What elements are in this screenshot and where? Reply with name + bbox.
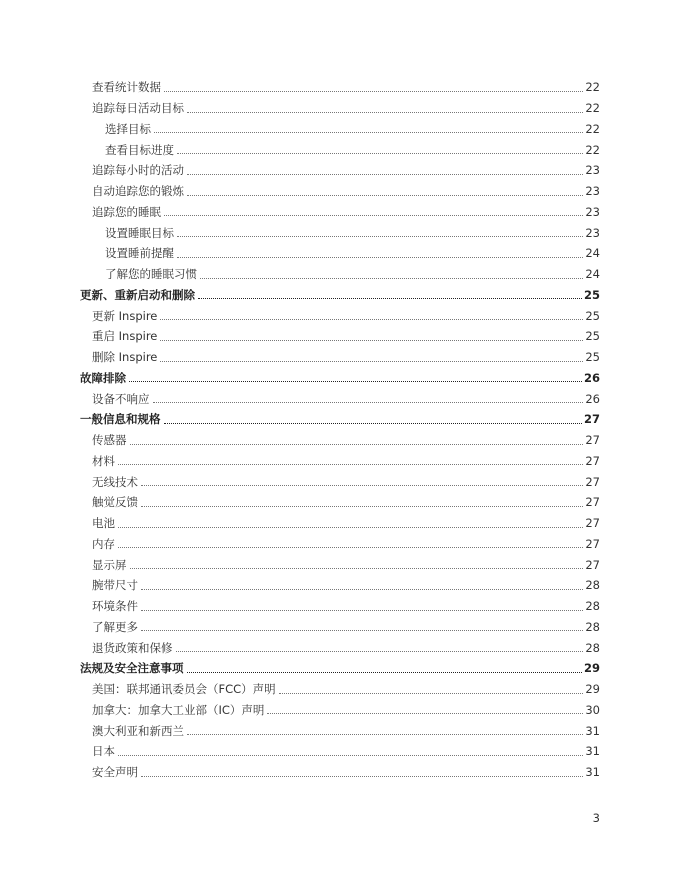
- toc-entry[interactable]: [80, 264, 600, 285]
- toc-entry[interactable]: [80, 181, 600, 202]
- toc-entry[interactable]: [80, 554, 600, 575]
- toc-entry-page: 29: [583, 661, 600, 676]
- toc-entry-title: 美国：联邦通讯委员会（FCC）声明: [92, 682, 276, 697]
- toc-entry-title: 更新 Inspire: [92, 308, 158, 323]
- toc-entry-page: 25: [585, 350, 600, 365]
- dot-leader: [200, 278, 583, 279]
- dot-leader: [129, 381, 582, 382]
- toc-entry-page: 31: [585, 723, 600, 738]
- dot-leader: [141, 506, 583, 507]
- toc-entry-page: 27: [585, 453, 600, 468]
- toc-entry-title: 设备不响应: [92, 391, 150, 406]
- toc-entry-page: 22: [585, 101, 600, 116]
- toc-entry[interactable]: [80, 637, 600, 658]
- dot-leader: [164, 91, 583, 92]
- toc-entry-title: 选择目标: [105, 121, 151, 136]
- toc-entry[interactable]: [80, 762, 600, 783]
- toc-entry-title: 追踪每日活动目标: [92, 101, 184, 116]
- toc-entry-page: 27: [585, 433, 600, 448]
- toc-section-entry[interactable]: [80, 658, 600, 679]
- dot-leader: [130, 568, 584, 569]
- toc-entry-page: 28: [585, 599, 600, 614]
- toc-entry[interactable]: [80, 305, 600, 326]
- toc-entry[interactable]: [80, 700, 600, 721]
- dot-leader: [141, 630, 583, 631]
- dot-leader: [141, 776, 583, 777]
- toc-entry-page: 23: [585, 163, 600, 178]
- dot-leader: [130, 444, 584, 445]
- toc-entry-page: 23: [585, 225, 600, 240]
- toc-entry-page: 27: [585, 516, 600, 531]
- dot-leader: [187, 112, 583, 113]
- toc-entry-title: 重启 Inspire: [92, 329, 158, 344]
- toc-entry-title: 内存: [92, 536, 115, 551]
- toc-entry-page: 26: [583, 370, 600, 385]
- dot-leader: [177, 236, 583, 237]
- toc-entry[interactable]: [80, 243, 600, 264]
- toc-entry-page: 23: [585, 204, 600, 219]
- dot-leader: [187, 174, 583, 175]
- dot-leader: [118, 527, 583, 528]
- dot-leader: [177, 153, 583, 154]
- dot-leader: [154, 132, 583, 133]
- toc-section-entry[interactable]: [80, 368, 600, 389]
- dot-leader: [118, 547, 583, 548]
- toc-section-entry[interactable]: [80, 285, 600, 306]
- toc-entry-title: 传感器: [92, 433, 127, 448]
- toc-entry-page: 24: [585, 246, 600, 261]
- dot-leader: [160, 361, 583, 362]
- toc-entry[interactable]: [80, 451, 600, 472]
- toc-entry-title: 安全声明: [92, 765, 138, 780]
- toc-entry-page: 27: [585, 495, 600, 510]
- toc-entry-title: 退货政策和保修: [92, 640, 173, 655]
- toc-entry-title: 了解您的睡眠习惯: [105, 267, 197, 282]
- dot-leader: [187, 672, 582, 673]
- dot-leader: [187, 195, 583, 196]
- toc-entry-page: 31: [585, 765, 600, 780]
- toc-entry[interactable]: [80, 596, 600, 617]
- dot-leader: [164, 215, 583, 216]
- dot-leader: [187, 734, 583, 735]
- toc-entry[interactable]: [80, 77, 600, 98]
- toc-entry-title: 澳大利亚和新西兰: [92, 723, 184, 738]
- toc-entry-page: 25: [585, 329, 600, 344]
- toc-entry-page: 22: [585, 142, 600, 157]
- toc-entry-title: 触觉反馈: [92, 495, 138, 510]
- dot-leader: [141, 589, 583, 590]
- toc-entry[interactable]: [80, 160, 600, 181]
- page-number: 3: [592, 811, 600, 825]
- toc-entry-page: 27: [585, 557, 600, 572]
- toc-entry-title: 查看目标进度: [105, 142, 174, 157]
- toc-entry-title: 设置睡眠目标: [105, 225, 174, 240]
- toc-entry-page: 22: [585, 80, 600, 95]
- toc-entry-title: 环境条件: [92, 599, 138, 614]
- toc-entry-page: 27: [585, 474, 600, 489]
- toc-entry-title: 追踪您的睡眠: [92, 204, 161, 219]
- toc-entry-title: 电池: [92, 516, 115, 531]
- toc-entry-page: 29: [585, 682, 600, 697]
- dot-leader: [176, 651, 584, 652]
- dot-leader: [118, 464, 583, 465]
- toc-entry-title: 无线技术: [92, 474, 138, 489]
- toc-entry-title: 腕带尺寸: [92, 578, 138, 593]
- toc-entry-title: 显示屏: [92, 557, 127, 572]
- toc-entry-page: 28: [585, 578, 600, 593]
- toc-entry-page: 23: [585, 184, 600, 199]
- toc-entry-title: 删除 Inspire: [92, 350, 158, 365]
- toc-entry-page: 25: [583, 287, 600, 302]
- toc-entry-title: 日本: [92, 744, 115, 759]
- toc-entry[interactable]: [80, 617, 600, 638]
- toc-entry-page: 28: [585, 619, 600, 634]
- toc-entry[interactable]: [80, 430, 600, 451]
- toc-entry-page: 31: [585, 744, 600, 759]
- dot-leader: [153, 402, 584, 403]
- toc-entry-page: 26: [585, 391, 600, 406]
- toc-entry-page: 28: [585, 640, 600, 655]
- toc-entry[interactable]: [80, 679, 600, 700]
- toc-entry[interactable]: [80, 741, 600, 762]
- toc-entry-page: 30: [585, 702, 600, 717]
- dot-leader: [164, 423, 582, 424]
- toc-entry-page: 27: [585, 536, 600, 551]
- toc-entry-page: 27: [583, 412, 600, 427]
- toc-entry-title: 更新、重新启动和删除: [80, 287, 195, 302]
- toc-entry[interactable]: [80, 222, 600, 243]
- dot-leader: [279, 693, 584, 694]
- toc-entry-title: 了解更多: [92, 619, 138, 634]
- toc-section-entry[interactable]: [80, 409, 600, 430]
- dot-leader: [177, 257, 583, 258]
- dot-leader: [267, 713, 583, 714]
- toc-entry-title: 追踪每小时的活动: [92, 163, 184, 178]
- toc-entry[interactable]: [80, 513, 600, 534]
- toc-entry[interactable]: [80, 492, 600, 513]
- toc-entry-title: 设置睡前提醒: [105, 246, 174, 261]
- dot-leader: [118, 755, 583, 756]
- toc-entry-title: 加拿大：加拿大工业部（IC）声明: [92, 702, 265, 717]
- dot-leader: [198, 298, 582, 299]
- toc-entry-page: 24: [585, 267, 600, 282]
- toc-entry-title: 一般信息和规格: [80, 412, 161, 427]
- toc-entry-page: 25: [585, 308, 600, 323]
- dot-leader: [160, 340, 583, 341]
- toc-entry-title: 自动追踪您的锻炼: [92, 184, 184, 199]
- toc-entry[interactable]: [80, 202, 600, 223]
- toc-entry[interactable]: [80, 326, 600, 347]
- toc-entry[interactable]: [80, 139, 600, 160]
- toc-entry[interactable]: [80, 119, 600, 140]
- toc-entry[interactable]: [80, 98, 600, 119]
- toc-entry[interactable]: [80, 388, 600, 409]
- toc-entry[interactable]: [80, 347, 600, 368]
- toc-entry-title: 材料: [92, 453, 115, 468]
- toc-entry[interactable]: [80, 471, 600, 492]
- toc-entry-title: 法规及安全注意事项: [80, 661, 184, 676]
- toc-entry-page: 22: [585, 121, 600, 136]
- dot-leader: [141, 610, 583, 611]
- toc-entry-title: 故障排除: [80, 370, 126, 385]
- toc-entry[interactable]: [80, 720, 600, 741]
- table-of-contents: [80, 77, 600, 783]
- toc-entry-title: 查看统计数据: [92, 80, 161, 95]
- toc-entry[interactable]: [80, 575, 600, 596]
- toc-entry[interactable]: [80, 534, 600, 555]
- dot-leader: [160, 319, 583, 320]
- dot-leader: [141, 485, 583, 486]
